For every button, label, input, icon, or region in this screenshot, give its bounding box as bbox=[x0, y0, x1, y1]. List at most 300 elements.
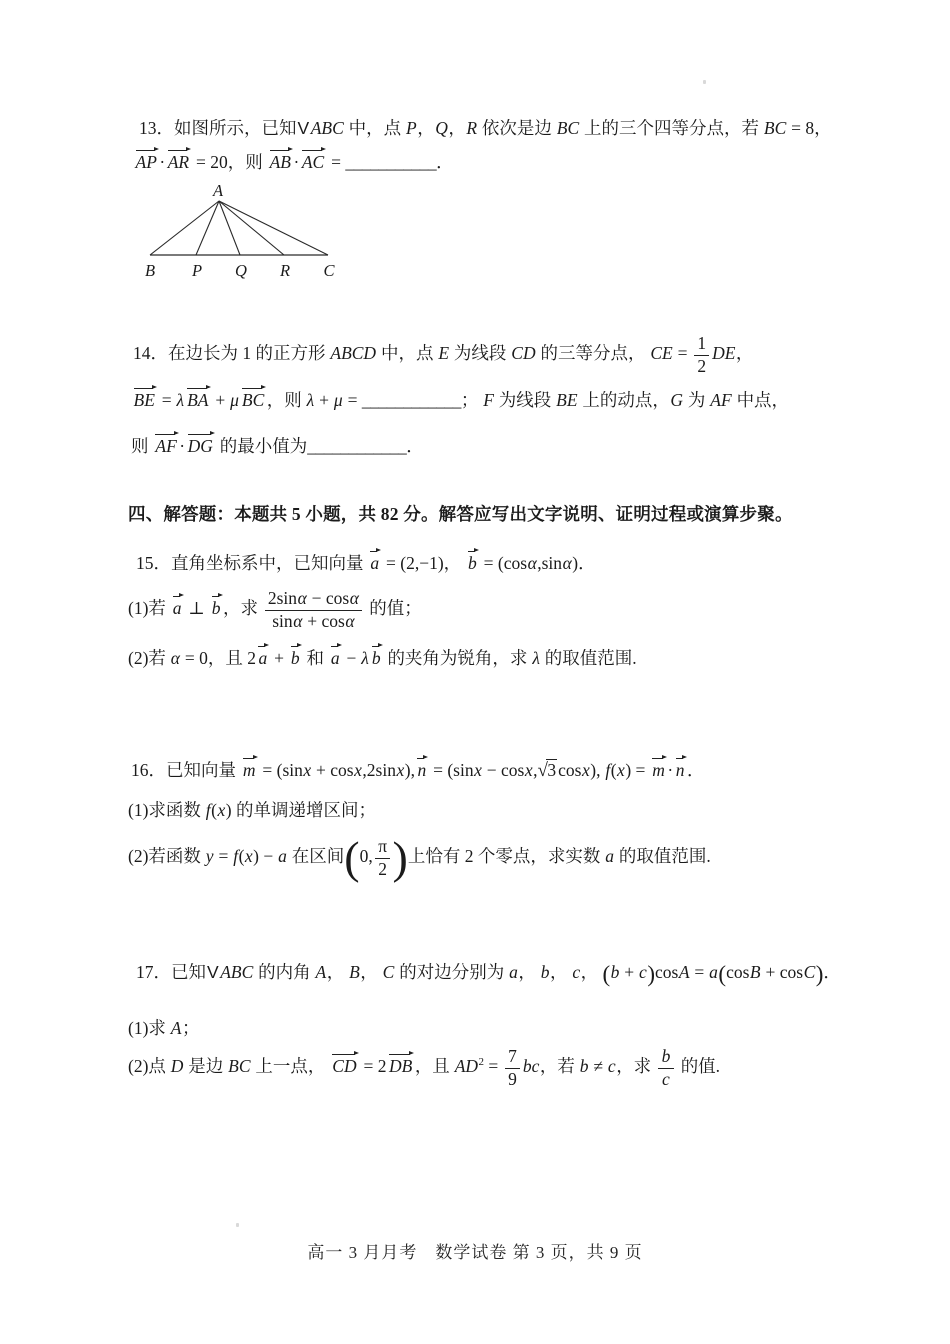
q16-statement bbox=[131, 754, 705, 783]
text-run: ) bbox=[815, 961, 824, 987]
text-run: ( bbox=[718, 961, 727, 987]
text-run: ． bbox=[687, 760, 705, 780]
vector-arrow-icon bbox=[172, 592, 183, 599]
text-run: x bbox=[354, 760, 362, 780]
fraction bbox=[658, 1047, 674, 1089]
vector-letters: AF bbox=[155, 436, 177, 456]
vector-arrow-icon bbox=[211, 592, 222, 599]
text-run: A bbox=[170, 1018, 182, 1038]
text-run: 9 bbox=[508, 1068, 517, 1089]
text-run: BC bbox=[228, 1056, 251, 1077]
text-run: = 2 bbox=[359, 1056, 387, 1077]
vector-letters: a bbox=[172, 598, 182, 619]
vertex-label-c: C bbox=[323, 261, 335, 280]
text-run: · bbox=[293, 152, 300, 172]
vector-arrow-icon bbox=[290, 642, 301, 649]
vector-arrow-icon bbox=[269, 146, 292, 153]
text-run: x bbox=[617, 760, 625, 780]
text-run: α bbox=[562, 553, 572, 573]
text-run: (1)求函数 bbox=[128, 800, 206, 820]
vector-term bbox=[187, 430, 214, 455]
text-run: 1 bbox=[697, 333, 707, 353]
text-run: α bbox=[345, 610, 355, 631]
text-run: (2)若 bbox=[128, 648, 171, 668]
text-run: ， bbox=[735, 343, 754, 364]
vector-arrow-icon bbox=[133, 384, 156, 391]
text-run: = 0，且 bbox=[180, 648, 248, 668]
text-run: 14．在边长为 1 的正方形 bbox=[133, 343, 330, 364]
text-run: ， bbox=[360, 962, 383, 982]
text-run: 上的三个四等分点，若 bbox=[579, 118, 764, 138]
text-run: = (2,−1)， bbox=[381, 553, 466, 573]
vector-term bbox=[371, 642, 382, 667]
text-run: ，若 bbox=[539, 1056, 580, 1077]
text-run: π bbox=[378, 836, 388, 856]
text-run: x bbox=[396, 760, 405, 780]
text-run: 依次是边 bbox=[477, 118, 557, 138]
text-run: x bbox=[244, 846, 253, 867]
fraction bbox=[505, 1047, 520, 1089]
point-label-q: Q bbox=[235, 261, 247, 280]
text-run: α bbox=[170, 648, 180, 668]
text-run: 是边 bbox=[183, 1056, 228, 1077]
text-run: a bbox=[278, 846, 287, 867]
text-run: V bbox=[207, 962, 219, 982]
text-run: ( bbox=[344, 832, 360, 884]
vector-term bbox=[257, 642, 268, 667]
text-run: 的最小值为 bbox=[215, 436, 308, 456]
text-run: ) bbox=[392, 832, 408, 884]
text-run: (1)求 bbox=[128, 1018, 171, 1038]
text-run: a bbox=[709, 962, 718, 982]
text-run: 的值. bbox=[676, 1056, 721, 1077]
text-run: + cos bbox=[761, 962, 804, 982]
text-run: 四、解答题：本题共 5 小题，共 82 分。解答应写出文字说明、证明过程或演算步聚。 bbox=[128, 504, 793, 524]
text-run: ，则 bbox=[266, 390, 307, 410]
vector-arrow-icon bbox=[331, 1050, 357, 1057]
text-run: Q bbox=[435, 118, 448, 138]
text-run: BC bbox=[556, 118, 580, 138]
vector-term bbox=[331, 1050, 357, 1075]
vector-letters: m bbox=[652, 760, 665, 780]
text-run: ABC bbox=[220, 962, 254, 982]
text-run: · bbox=[667, 760, 674, 780]
text-run: b bbox=[661, 1046, 671, 1066]
text-run: − cos bbox=[307, 588, 350, 608]
answer-blank: ____________ bbox=[307, 436, 407, 456]
text-run: = bbox=[157, 390, 177, 410]
text-run: 为线段 bbox=[494, 390, 556, 410]
text-run: 中点， bbox=[732, 390, 790, 410]
fraction-denominator bbox=[505, 1068, 520, 1090]
fraction-denominator bbox=[265, 610, 363, 632]
vector-letters: n bbox=[417, 760, 427, 780]
text-run: − bbox=[342, 648, 361, 668]
vector-letters: m bbox=[242, 760, 256, 780]
text-run: (2)若函数 bbox=[128, 846, 206, 867]
vector-term bbox=[369, 547, 380, 572]
text-run: AF bbox=[710, 390, 732, 410]
text-run: AD bbox=[454, 1056, 479, 1077]
fraction-numerator bbox=[505, 1047, 520, 1068]
text-run: = 8， bbox=[786, 118, 832, 138]
text-run: ABCD bbox=[330, 343, 377, 364]
section-4-header bbox=[128, 504, 793, 526]
text-run: ； bbox=[181, 1018, 200, 1038]
text-run: λ bbox=[361, 648, 369, 668]
text-run: 中，点 bbox=[376, 343, 438, 364]
vector-arrow-icon bbox=[467, 547, 478, 554]
text-run: + bbox=[269, 648, 289, 668]
text-run: a bbox=[509, 962, 518, 982]
text-run: + cos bbox=[311, 760, 354, 780]
text-run: x bbox=[524, 760, 533, 780]
text-run: x bbox=[217, 800, 226, 820]
scan-speck bbox=[703, 80, 706, 84]
text-run: ,sin bbox=[537, 553, 563, 573]
text-run: = bbox=[484, 1056, 503, 1077]
text-run: = bbox=[214, 846, 233, 867]
radical-icon: √ bbox=[537, 760, 548, 781]
text-run: ( bbox=[238, 846, 245, 867]
text-run: ≠ bbox=[589, 1056, 608, 1077]
text-run: E bbox=[438, 343, 450, 364]
scan-speck bbox=[236, 1223, 239, 1227]
text-run: 的夹角为锐角，求 bbox=[383, 648, 532, 668]
q15-part-1 bbox=[128, 589, 422, 631]
text-run: 2sin bbox=[267, 588, 298, 608]
vector-arrow-icon bbox=[301, 146, 325, 153]
text-run: x bbox=[474, 760, 482, 780]
text-run: ． bbox=[436, 152, 454, 172]
text-run: α bbox=[527, 553, 537, 573]
text-run: ( bbox=[602, 961, 611, 987]
fraction bbox=[375, 837, 390, 879]
text-run: = bbox=[673, 343, 692, 364]
q13-statement-line-1 bbox=[139, 118, 832, 140]
text-run: )． bbox=[572, 553, 596, 573]
text-run: + bbox=[619, 962, 639, 982]
text-run: 为 bbox=[683, 390, 710, 410]
text-run: B bbox=[349, 962, 360, 982]
text-run: cos bbox=[558, 760, 582, 780]
text-run: 2 bbox=[478, 1056, 485, 1069]
fraction bbox=[265, 589, 363, 631]
vector-term bbox=[301, 146, 325, 171]
text-run: 15．直角坐标系中，已知向量 bbox=[136, 553, 368, 573]
text-run: ， bbox=[417, 118, 435, 138]
vector-term bbox=[242, 754, 257, 779]
text-run: = (cos bbox=[479, 553, 528, 573]
text-run: + bbox=[314, 390, 334, 410]
text-run: + cos bbox=[302, 610, 345, 631]
text-run: ， bbox=[326, 962, 349, 982]
text-run: 2 bbox=[697, 355, 707, 376]
text-run: BC bbox=[763, 118, 787, 138]
q17-statement bbox=[136, 961, 841, 987]
vertex-label-b: B bbox=[144, 261, 156, 280]
text-run: b bbox=[579, 1056, 589, 1077]
text-run: ,2sin bbox=[362, 760, 396, 780]
text-run: ) − bbox=[253, 846, 278, 867]
text-run: 的对边分别为 bbox=[394, 962, 509, 982]
text-run: b bbox=[540, 962, 550, 982]
vertex-label-a: A bbox=[212, 183, 224, 200]
vector-term bbox=[211, 592, 222, 617]
vector-term bbox=[167, 146, 190, 171]
text-run: ABC bbox=[310, 118, 344, 138]
vector-term bbox=[269, 146, 292, 171]
text-run: B bbox=[749, 962, 761, 982]
vector-arrow-icon bbox=[154, 430, 177, 437]
text-run: ( bbox=[211, 800, 217, 820]
vector-term bbox=[675, 754, 686, 779]
vector-letters: DB bbox=[388, 1056, 413, 1077]
text-run: CE bbox=[650, 343, 673, 364]
text-run: f bbox=[605, 760, 611, 780]
q16-part-2 bbox=[128, 832, 711, 884]
vector-arrow-icon bbox=[135, 146, 158, 153]
text-run: = (sin bbox=[258, 760, 303, 780]
q13-statement-line-2 bbox=[133, 146, 454, 174]
text-run: ， bbox=[580, 962, 603, 982]
text-run: ，求 bbox=[616, 1056, 656, 1077]
point-label-r: R bbox=[279, 261, 291, 280]
text-run: 上一点， bbox=[251, 1056, 330, 1077]
text-run: x bbox=[581, 760, 590, 780]
text-run: ) = bbox=[625, 760, 650, 780]
text-run: ． bbox=[823, 962, 841, 982]
vector-letters: b bbox=[371, 648, 381, 668]
text-run: cos bbox=[655, 962, 679, 982]
text-run: 的值； bbox=[364, 598, 422, 619]
q16-part-1 bbox=[128, 800, 376, 822]
vector-arrow-icon bbox=[257, 642, 268, 649]
text-run: 中，点 bbox=[344, 118, 406, 138]
vector-letters: CD bbox=[332, 1056, 357, 1077]
text-run: P bbox=[406, 118, 417, 138]
fraction-numerator bbox=[265, 589, 363, 610]
text-run: λ bbox=[176, 390, 185, 410]
fraction-denominator bbox=[375, 858, 390, 880]
vector-arrow-icon bbox=[186, 384, 209, 391]
text-run: α bbox=[297, 588, 307, 608]
vector-letters: a bbox=[370, 553, 380, 573]
text-run: 和 bbox=[302, 648, 329, 668]
text-run: ， bbox=[448, 118, 466, 138]
text-run: ) bbox=[647, 961, 655, 987]
vector-letters: DG bbox=[187, 436, 213, 456]
vector-letters: a bbox=[258, 648, 268, 668]
text-run: y bbox=[205, 846, 214, 867]
text-run: ； bbox=[460, 390, 483, 410]
text-run: ， bbox=[549, 962, 572, 982]
vector-arrow-icon bbox=[242, 754, 257, 761]
text-run: = (sin bbox=[428, 760, 474, 780]
text-run: 16．已知向量 bbox=[131, 760, 241, 780]
text-run: (2)点 bbox=[128, 1056, 171, 1077]
text-run: 17．已知 bbox=[136, 962, 206, 982]
answer-blank: ___________ bbox=[345, 152, 437, 172]
vector-letters: AB bbox=[269, 152, 291, 172]
text-run: c bbox=[607, 1056, 616, 1077]
text-run: C bbox=[803, 962, 816, 982]
vector-term bbox=[135, 146, 158, 171]
triangle-diagram bbox=[140, 183, 350, 285]
text-run: 2 bbox=[247, 648, 256, 668]
text-run: α bbox=[293, 610, 303, 631]
text-run: ), bbox=[404, 760, 415, 780]
text-run: D bbox=[170, 1056, 184, 1077]
q14-statement-line-2 bbox=[131, 384, 789, 412]
text-run: R bbox=[466, 118, 478, 138]
text-run: ， bbox=[518, 962, 541, 982]
text-run: ，且 bbox=[414, 1056, 455, 1077]
vector-arrow-icon bbox=[388, 1050, 413, 1057]
text-run: = bbox=[690, 962, 709, 982]
text-run: x bbox=[303, 760, 312, 780]
vector-arrow-icon bbox=[187, 430, 214, 437]
text-run: · bbox=[179, 436, 186, 456]
vector-arrow-icon bbox=[675, 754, 686, 761]
vector-term bbox=[133, 384, 156, 409]
vector-term bbox=[388, 1050, 413, 1075]
fraction-numerator bbox=[694, 334, 709, 355]
vector-arrow-icon bbox=[416, 754, 427, 761]
vector-term bbox=[416, 754, 427, 779]
page-footer: 高一 3 月月考 数学试卷 第 3 页，共 9 页 bbox=[307, 1243, 643, 1262]
text-run: 7 bbox=[508, 1046, 517, 1066]
fraction-denominator bbox=[658, 1068, 674, 1090]
text-run: , bbox=[533, 760, 538, 780]
text-run: CD bbox=[511, 343, 536, 364]
vector-term bbox=[172, 592, 183, 617]
text-run: f bbox=[233, 846, 239, 867]
text-run: 上的动点， bbox=[578, 390, 670, 410]
text-run: 13．如图所示，已知 bbox=[139, 118, 297, 138]
text-run: + bbox=[211, 390, 230, 410]
text-run: 在区间 bbox=[287, 846, 345, 867]
text-run: · bbox=[159, 152, 166, 172]
text-run: ), bbox=[590, 760, 605, 780]
q17-part-2 bbox=[128, 1047, 720, 1089]
text-run: sin bbox=[272, 610, 293, 631]
text-run: A bbox=[315, 962, 327, 982]
text-run: μ bbox=[333, 390, 343, 410]
text-run: 的取值范围. bbox=[540, 648, 637, 668]
square-root bbox=[537, 759, 557, 783]
text-run: ) bbox=[225, 800, 232, 820]
vector-term bbox=[290, 642, 301, 667]
vector-letters: n bbox=[675, 760, 685, 780]
vector-term bbox=[154, 430, 177, 455]
text-run: c bbox=[639, 962, 647, 982]
radicand: 3 bbox=[547, 760, 557, 780]
text-run: A bbox=[678, 962, 690, 982]
vector-term bbox=[186, 384, 209, 409]
text-run: ． bbox=[406, 436, 424, 456]
q15-statement bbox=[136, 547, 596, 575]
answer-blank: ____________ bbox=[361, 390, 461, 410]
vector-term bbox=[330, 642, 341, 667]
text-run: bc bbox=[522, 1056, 540, 1077]
vector-arrow-icon bbox=[330, 642, 341, 649]
text-run: a bbox=[605, 846, 614, 867]
text-run: λ bbox=[306, 390, 315, 410]
text-run: = bbox=[343, 390, 362, 410]
text-run: 的三等分点， bbox=[536, 343, 650, 364]
text-run: 上恰有 2 个零点，求实数 bbox=[407, 846, 605, 867]
text-run: G bbox=[670, 390, 684, 410]
fraction-numerator bbox=[375, 837, 390, 858]
text-run: V bbox=[297, 118, 310, 138]
vector-letters: AC bbox=[301, 152, 325, 172]
text-run: C bbox=[382, 962, 395, 982]
vector-letters: BA bbox=[187, 390, 209, 410]
text-run: 2 bbox=[378, 858, 387, 879]
vector-letters: a bbox=[330, 648, 340, 668]
vector-arrow-icon bbox=[241, 384, 265, 391]
text-run: 的内角 bbox=[253, 962, 315, 982]
text-run: DE bbox=[712, 343, 736, 364]
text-run: 的取值范围. bbox=[614, 846, 711, 867]
fraction-denominator bbox=[694, 355, 709, 377]
point-label-p: P bbox=[191, 261, 203, 280]
vector-letters: BC bbox=[241, 390, 265, 410]
text-run: = bbox=[326, 152, 346, 172]
text-run: 的单调递增区间； bbox=[231, 800, 376, 820]
fraction-numerator bbox=[658, 1047, 674, 1068]
text-run: BE bbox=[556, 390, 578, 410]
q14-statement-line-1 bbox=[133, 334, 753, 376]
q14-statement-line-3 bbox=[131, 430, 424, 458]
text-run: 为线段 bbox=[449, 343, 511, 364]
text-run: ( bbox=[610, 760, 617, 780]
text-run: − cos bbox=[482, 760, 525, 780]
vector-term bbox=[241, 384, 265, 409]
q17-part-1 bbox=[128, 1018, 199, 1040]
text-run: f bbox=[205, 800, 211, 820]
text-run: c bbox=[572, 962, 581, 982]
vector-arrow-icon bbox=[371, 642, 382, 649]
text-run: F bbox=[483, 390, 494, 410]
q13-triangle-figure bbox=[140, 183, 350, 285]
q15-part-2 bbox=[128, 642, 637, 670]
vector-letters: AP bbox=[135, 152, 157, 172]
text-run: (1)若 bbox=[128, 598, 171, 619]
text-run: μ bbox=[230, 390, 239, 410]
vector-arrow-icon bbox=[167, 146, 190, 153]
text-run: = 20，则 bbox=[191, 152, 268, 172]
text-run: cos bbox=[726, 962, 750, 982]
vector-term bbox=[467, 547, 478, 572]
text-run: c bbox=[662, 1068, 670, 1089]
vector-letters: BE bbox=[133, 390, 155, 410]
text-run: 则 bbox=[131, 436, 153, 456]
text-run: b bbox=[610, 962, 620, 982]
fraction bbox=[694, 334, 709, 376]
vector-arrow-icon bbox=[651, 754, 666, 761]
vector-letters: b bbox=[211, 598, 221, 619]
text-run: λ bbox=[532, 648, 540, 668]
text-run: α bbox=[349, 588, 359, 608]
vector-letters: b bbox=[290, 648, 300, 668]
vector-arrow-icon bbox=[369, 547, 380, 554]
text-run: ⊥ bbox=[184, 598, 210, 619]
text-run: ，求 bbox=[223, 598, 263, 619]
text-run: 0, bbox=[359, 846, 373, 867]
vector-term bbox=[651, 754, 666, 779]
